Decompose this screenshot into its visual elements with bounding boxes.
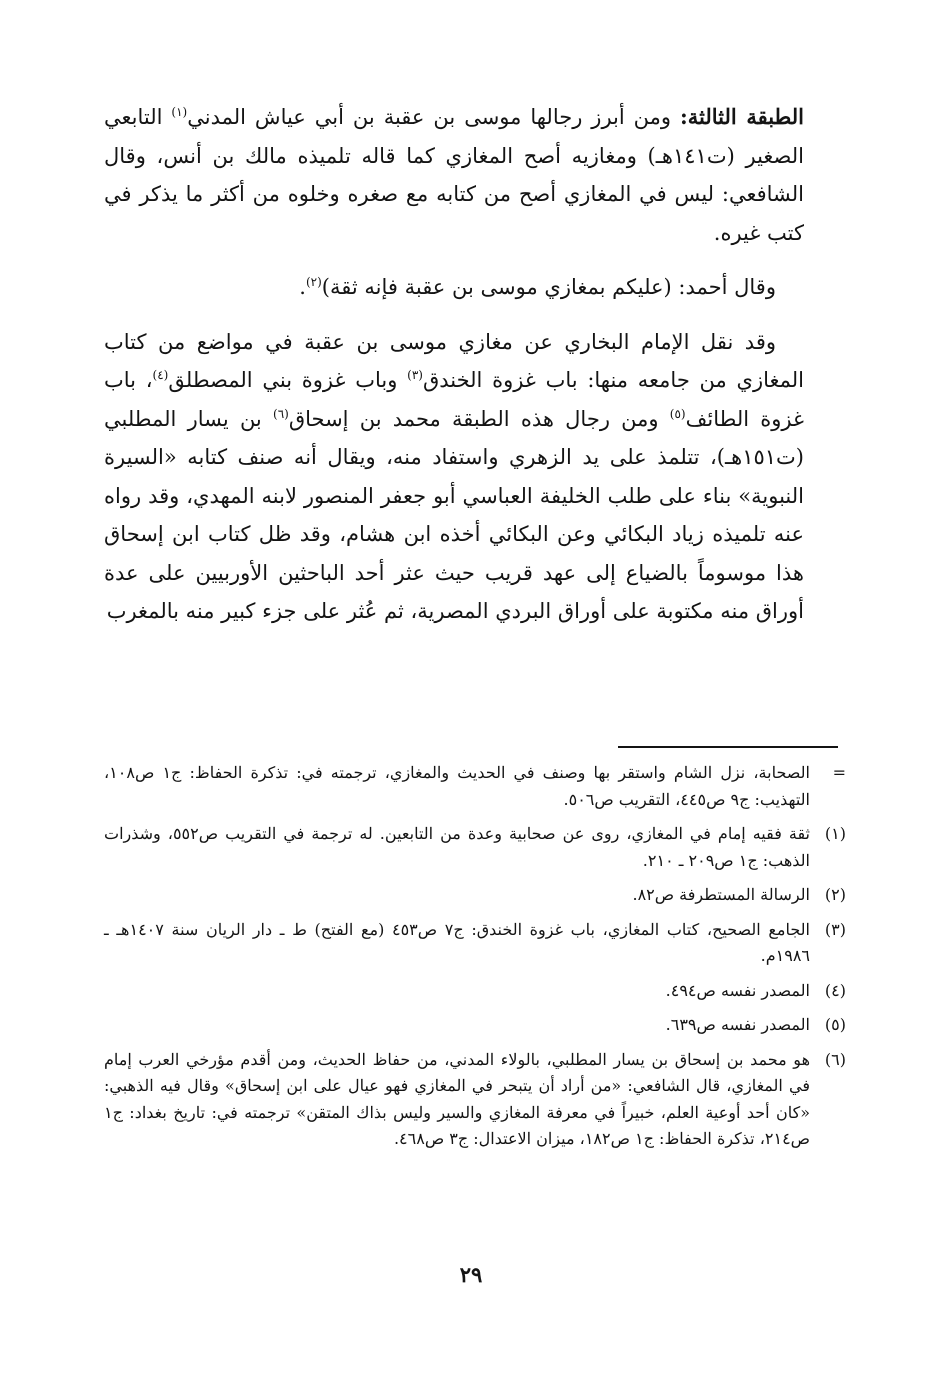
paragraph-text: بن يسار المطلبي (ت١٥١هـ)، تتلمذ على يد الزهري واستفاد منه، ويقال أنه صنف كتابه «السيرة النبوية» بناء على طلب الخليفة العباسي أبو جعفر المنصور لابنه المهدي، وقد رواه عنه تلميذه زياد البكائي وعن البكائي أخذه ابن هشام، وقد ظل كتاب ابن إسحاق هذا موسوماً بالضياع إلى عهد قريب حيث عثر أحد الباحثين الأوربيين على عدة أوراق منه مكتوبة على أوراق البردي المصرية، ثم عُثر على جزء كبير منه بالمغرب [104, 406, 804, 623]
footnote-5 [104, 1012, 846, 1039]
footnote-text: ثقة فقيه إمام في المغازي، روى عن صحابية وعدة من التابعين. له ترجمة في التقريب ص٥٥٢، وشذرات الذهب: ج١ ص٢٠٩ ـ ٢١٠. [104, 824, 811, 870]
footnote-marker: = [832, 763, 846, 782]
footnote-reference: (٢) [305, 275, 322, 289]
paragraph-text: وقد نقل الإمام البخاري عن مغازي موسى بن عقبة في مواضع من كتاب المغازي من جامعه منها: باب غزوة الخندق [104, 329, 804, 392]
paragraph-text: وباب غزوة بني المصطلق [168, 368, 408, 392]
footnote-reference: (٤) [152, 368, 169, 382]
footnote-text: الصحابة، نزل الشام واستقر بها وصنف في الحديث والمغازي، ترجمته في: تذكرة الحفاظ: ج١ ص١٠٨، التهذيب: ج٩ ص٤٤٥، التقريب ص٥٠٦. [104, 763, 810, 809]
footnote-text: الرسالة المستطرفة ص٨٢. [632, 885, 810, 904]
footnote-reference: (١) [171, 105, 188, 119]
section-heading-third-generation: الطبقة الثالثة: [680, 104, 804, 129]
paragraph-bukhari [104, 323, 804, 631]
paragraph-text: ، باب غزوة الطائف [104, 368, 804, 431]
footnote-marker: (٥) [824, 1015, 846, 1034]
footnote-continued [104, 760, 846, 813]
footnote-marker: (٦) [824, 1049, 846, 1069]
footnote-3 [104, 917, 846, 970]
paragraph-text: ومن رجال هذه الطبقة محمد بن إسحاق [288, 406, 670, 431]
footnote-4 [104, 978, 846, 1005]
footnote-marker: (٤) [824, 980, 846, 1000]
footnote-2 [104, 882, 846, 909]
paragraph-text: وقال أحمد: (عليكم بمغازي موسى بن عقبة فإنه ثقة) [321, 275, 776, 299]
footnote-text: المصدر نفسه ص٤٩٤. [665, 980, 810, 1000]
page-number: ٢٩ [459, 1262, 483, 1287]
footnote-text: الجامع الصحيح، كتاب المغازي، باب غزوة الخندق: ج٧ ص٤٥٣ (مع الفتح) ط ـ دار الريان سنة ١٤٠٧هـ ـ ١٩٨٦م. [104, 919, 811, 965]
footnote-separator [618, 746, 838, 748]
footnote-text: هو محمد بن إسحاق بن يسار المطلبي، بالولاء المدني، من حفاظ الحديث، ومن أقدم مؤرخي العرب إمام في المغازي، قال الشافعي: «من أراد أن يتبحر في المغازي فهو عيال على ابن إسحاق» وقال فيه الذهبي: «كان أحد أوعية العلم، خبيراً في معرفة المغازي والسير وليس بذاك المتقن» ترجمته في: تاريخ بغداد: ج١ ص٢١٤، تذكرة الحفاظ: ج١ ص١٨٢، ميزان الاعتدال: ج٣ ص٤٦٨. [104, 1049, 810, 1148]
footnote-reference: (٦) [273, 406, 289, 421]
footnote-6 [104, 1047, 846, 1153]
footnotes [104, 760, 846, 1161]
paragraph-ahmad-quote [104, 268, 804, 307]
footnote-marker: (١) [824, 824, 846, 843]
footnote-reference: (٥) [669, 406, 686, 421]
footnote-marker: (٣) [824, 919, 846, 939]
footnote-reference: (٣) [407, 368, 423, 382]
paragraph-text: التابعي الصغير (ت١٤١هـ) ومغازيه أصح المغازي كما قاله تلميذه مالك بن أنس، وقال الشافعي: ليس في المغازي أصح من كتابه مع صغره وخلوه من أكثر ما يذكر في كتب غيره. [104, 105, 805, 245]
footnote-marker: (٢) [824, 885, 846, 904]
footnote-1 [104, 821, 846, 874]
main-text [104, 98, 804, 631]
paragraph-text: . [299, 275, 306, 299]
footnote-text: المصدر نفسه ص٦٣٩. [665, 1015, 810, 1034]
paragraph-third-generation [104, 98, 804, 252]
paragraph-text: ومن أبرز رجالها موسى بن عقبة بن أبي عياش المدني [187, 105, 681, 129]
